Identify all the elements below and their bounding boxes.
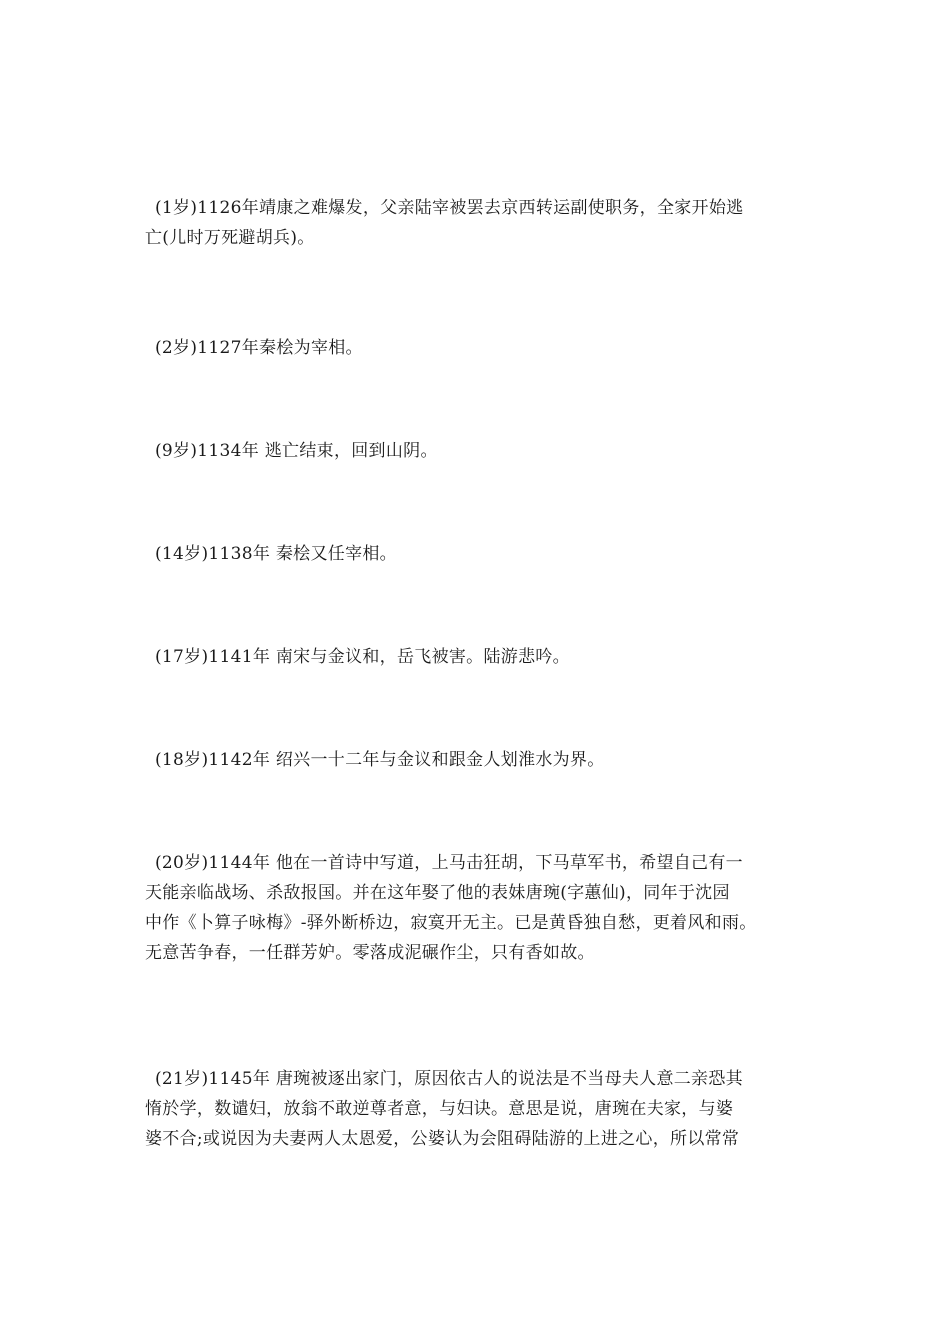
timeline-entry-age-18 <box>145 745 825 775</box>
timeline-entry-age-21 <box>145 1064 825 1154</box>
entry-line: 亡(儿时万死避胡兵)。 <box>145 228 315 248</box>
timeline-entry-age-20 <box>145 848 825 968</box>
entry-line: 惰於学，数谴妇，放翁不敢逆尊者意，与妇诀。意思是说，唐琬在夫家，与婆 <box>145 1099 734 1119</box>
entry-line: (17岁)1141年 南宋与金议和，岳飞被害。陆游悲吟。 <box>155 647 570 667</box>
entry-line: (9岁)1134年 逃亡结束，回到山阴。 <box>155 441 438 461</box>
entry-line: (1岁)1126年靖康之难爆发，父亲陆宰被罢去京西转运副使职务，全家开始逃 <box>155 198 744 218</box>
entry-line: 中作《卜算子咏梅》-驿外断桥边，寂寞开无主。已是黄昏独自愁，更着风和雨。 <box>145 913 757 933</box>
timeline-entry-age-14 <box>145 539 825 569</box>
timeline-entry-age-2 <box>145 333 825 363</box>
entry-line: (21岁)1145年 唐琬被逐出家门，原因依古人的说法是不当母夫人意二亲恐其 <box>155 1069 743 1089</box>
entry-line: (18岁)1142年 绍兴一十二年与金议和跟金人划淮水为界。 <box>155 750 605 770</box>
timeline-entry-age-9 <box>145 436 825 466</box>
timeline-entry-age-1 <box>145 193 825 253</box>
entry-line: (2岁)1127年秦桧为宰相。 <box>155 338 363 358</box>
timeline-entry-age-17 <box>145 642 825 672</box>
entry-line: 天能亲临战场、杀敌报国。并在这年娶了他的表妹唐琬(字蕙仙)，同年于沈园 <box>145 883 730 903</box>
entry-line: 婆不合;或说因为夫妻两人太恩爱，公婆认为会阻碍陆游的上进之心，所以常常 <box>145 1129 740 1149</box>
entry-line: 无意苦争春，一任群芳妒。零落成泥碾作尘，只有香如故。 <box>145 943 595 963</box>
entry-line: (14岁)1138年 秦桧又任宰相。 <box>155 544 397 564</box>
entry-line: (20岁)1144年 他在一首诗中写道，上马击狂胡，下马草军书，希望自己有一 <box>155 853 743 873</box>
